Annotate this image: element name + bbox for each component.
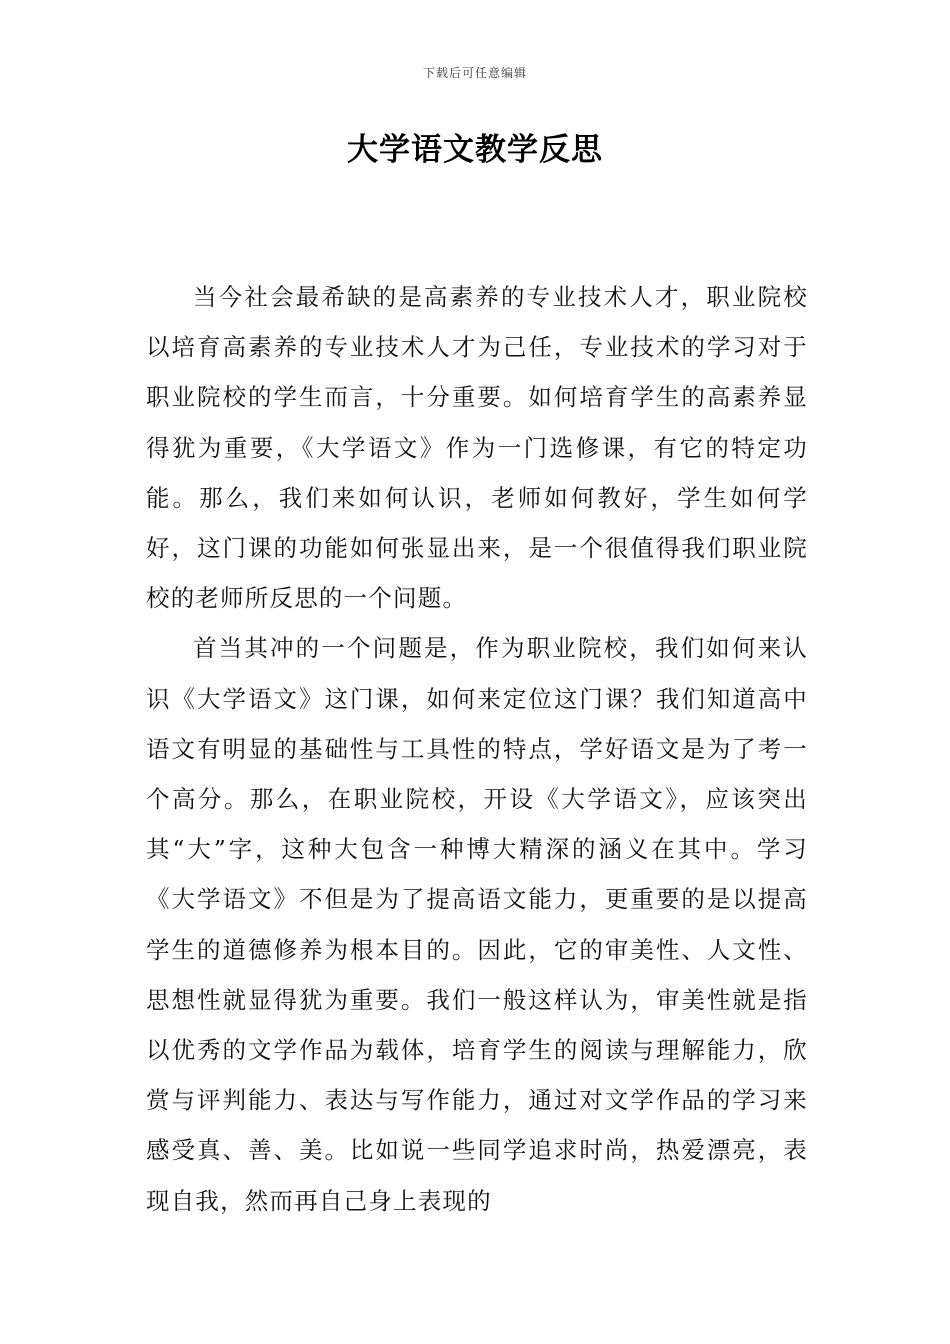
document-body — [146, 272, 808, 1226]
document-title: 大学语文教学反思 — [347, 132, 603, 168]
paragraph-1: 当今社会最希缺的是高素养的专业技术人才，职业院校以培育高素养的专业技术人才为己任，专业技术的学习对于职业院校的学生而言，十分重要。如何培育学生的高素养显得犹为重要，《大学语文》作为一门选修课，有它的特定功能。那么，我们来如何认识，老师如何教好，学生如何学好，这门课的功能如何张显出来，是一个很值得我们职业院校的老师所反思的一个问题。 — [146, 283, 808, 613]
header-note: 下载后可任意编辑 — [422, 66, 527, 80]
paragraph-2: 首当其冲的一个问题是，作为职业院校，我们如何来认识《大学语文》这门课，如何来定位这门课？我们知道高中语文有明显的基础性与工具性的特点，学好语文是为了考一个高分。那么，在职业院校，开设《大学语文》，应该突出其“大”字，这种大包含一种博大精深的涵义在其中。学习《大学语文》不但是为了提高语文能力，更重要的是以提高学生的道德修养为根本目的。因此，它的审美性、人文性、思想性就显得犹为重要。我们一般这样认为，审美性就是指以优秀的文学作品为载体，培育学生的阅读与理解能力，欣赏与评判能力、表达与写作能力，通过对文学作品的学习来感受真、善、美。比如说一些同学追求时尚，热爱漂亮，表现自我，然而再自己身上表现的 — [146, 634, 808, 1215]
